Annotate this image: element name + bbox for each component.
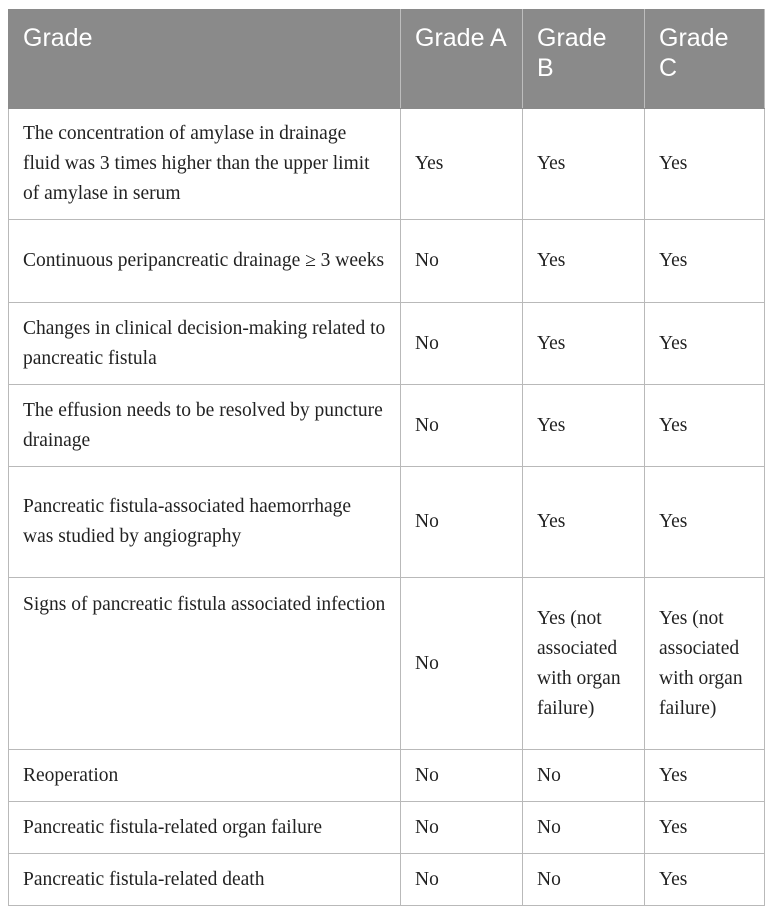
table-body [9, 109, 765, 906]
grade-c-cell: Yes [645, 109, 765, 220]
table-row [9, 467, 765, 578]
grade-a-cell: No [401, 303, 523, 385]
grade-a-cell: No [401, 467, 523, 578]
pancreatic-fistula-grading-table [8, 9, 765, 906]
criterion-cell: Pancreatic fistula-related organ failure [9, 802, 401, 854]
criterion-cell: The effusion needs to be resolved by puncture drainage [9, 385, 401, 467]
grade-a-cell: No [401, 385, 523, 467]
header-grade: Grade [9, 10, 401, 109]
grade-b-cell: Yes [523, 303, 645, 385]
grade-c-cell: Yes (not associated with organ failure) [645, 578, 765, 750]
header-grade-a: Grade A [401, 10, 523, 109]
grade-c-cell: Yes [645, 220, 765, 303]
grade-a-cell: No [401, 854, 523, 906]
table-row [9, 802, 765, 854]
grade-a-cell: No [401, 802, 523, 854]
table-row [9, 109, 765, 220]
criterion-cell: Changes in clinical decision-making related to pancreatic fistula [9, 303, 401, 385]
grade-b-cell: Yes [523, 220, 645, 303]
grade-a-cell: No [401, 750, 523, 802]
criterion-cell: Reoperation [9, 750, 401, 802]
grade-b-cell: No [523, 750, 645, 802]
grade-a-cell: No [401, 220, 523, 303]
grade-b-cell: Yes (not associated with organ failure) [523, 578, 645, 750]
header-grade-c: Grade C [645, 10, 765, 109]
table-row [9, 750, 765, 802]
grade-b-cell: Yes [523, 109, 645, 220]
criterion-cell: Continuous peripancreatic drainage ≥ 3 weeks [9, 220, 401, 303]
table-row [9, 303, 765, 385]
grade-b-cell: Yes [523, 385, 645, 467]
header-row [9, 10, 765, 109]
grade-c-cell: Yes [645, 467, 765, 578]
criterion-cell: Signs of pancreatic fistula associated infection [9, 578, 401, 750]
table-header [9, 10, 765, 109]
grade-b-cell: No [523, 802, 645, 854]
table-row [9, 578, 765, 750]
table-row [9, 854, 765, 906]
table-row [9, 220, 765, 303]
grade-b-cell: Yes [523, 467, 645, 578]
grade-c-cell: Yes [645, 750, 765, 802]
criterion-cell: Pancreatic fistula-associated haemorrhage was studied by angiography [9, 467, 401, 578]
criterion-cell: The concentration of amylase in drainage fluid was 3 times higher than the upper limit of amylase in serum [9, 109, 401, 220]
grade-c-cell: Yes [645, 303, 765, 385]
grade-c-cell: Yes [645, 802, 765, 854]
grade-c-cell: Yes [645, 385, 765, 467]
criterion-cell: Pancreatic fistula-related death [9, 854, 401, 906]
table-row [9, 385, 765, 467]
grade-c-cell: Yes [645, 854, 765, 906]
grade-a-cell: No [401, 578, 523, 750]
header-grade-b: Grade B [523, 10, 645, 109]
grade-a-cell: Yes [401, 109, 523, 220]
grade-b-cell: No [523, 854, 645, 906]
